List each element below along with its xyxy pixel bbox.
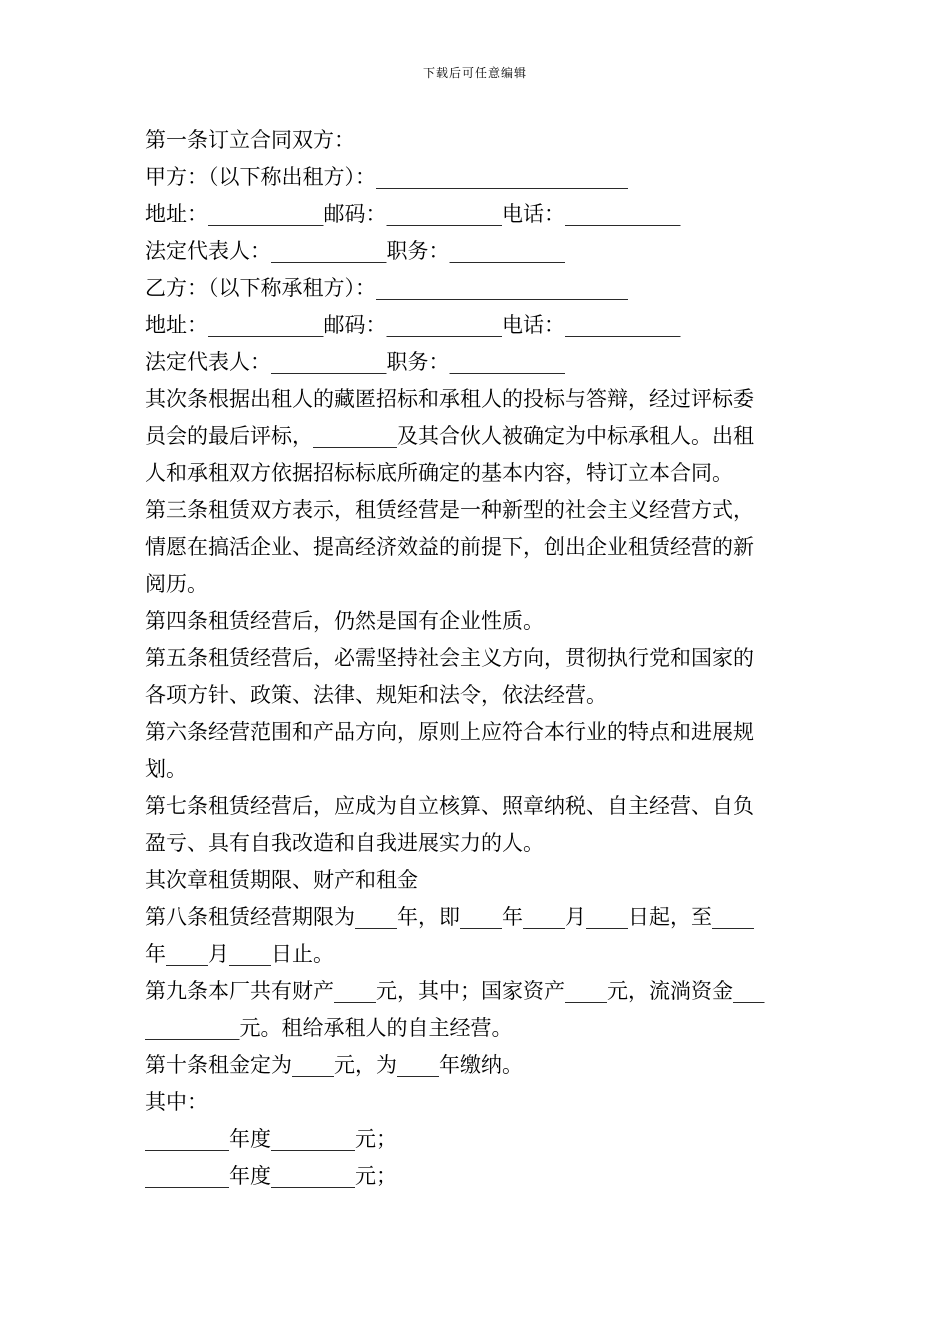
text-line: 法定代表人：___________职务：___________ (145, 350, 565, 374)
text-line: 其中： (145, 1090, 208, 1114)
text-line: 盈亏、具有自我改造和自我进展实力的人。 (145, 831, 544, 855)
text-line: 划。 (145, 757, 187, 781)
text-line: 年____月____日止。 (145, 942, 334, 966)
text-line: 第十条租金定为____元，为____年缴纳。 (145, 1053, 523, 1077)
text-line: 第五条租赁经营后，必需坚持社会主义方向，贯彻执行党和国家的 (145, 646, 754, 670)
text-line: 人和承租双方依据招标标底所确定的基本内容，特订立本合同。 (145, 461, 733, 485)
text-line: 第六条经营范围和产品方向，原则上应符合本行业的特点和进展规 (145, 720, 754, 744)
text-line: 其次条根据出租人的藏匿招标和承租人的投标与答辩，经过评标委 (145, 387, 754, 411)
text-line: ________年度________元； (145, 1164, 397, 1188)
text-line: 地址：___________邮码：___________电话：___________ (145, 202, 681, 226)
text-line: 甲方：（以下称出租方）：________________________ (145, 165, 628, 189)
text-line: 第一条订立合同双方： (145, 128, 355, 152)
text-line: 乙方：（以下称承租方）：________________________ (145, 276, 628, 300)
text-line: 员会的最后评标，________及其合伙人被确定为中标承租人。出租 (145, 424, 754, 448)
text-line: 第七条租赁经营后，应成为自立核算、照章纳税、自主经营、自负 (145, 794, 754, 818)
text-line: 第八条租赁经营期限为____年，即____年____月____日起，至____ (145, 905, 754, 929)
text-line: 第四条租赁经营后，仍然是国有企业性质。 (145, 609, 544, 633)
text-line: 地址：___________邮码：___________电话：___________ (145, 313, 681, 337)
text-line: 阅历。 (145, 572, 208, 596)
text-line: 第三条租赁双方表示，租赁经营是一种新型的社会主义经营方式， (145, 498, 754, 522)
text-line: 情愿在搞活企业、提高经济效益的前提下，创出企业租赁经营的新 (145, 535, 754, 559)
text-line: 第九条本厂共有财产____元，其中；国家资产____元，流淌资金___ (145, 979, 765, 1003)
page-header: 下载后可任意编辑 (422, 66, 527, 80)
text-line: 法定代表人：___________职务：___________ (145, 239, 565, 263)
text-line: _________元。租给承租人的自主经营。 (145, 1016, 513, 1040)
document-body (145, 122, 815, 1195)
text-line: 其次章租赁期限、财产和租金 (145, 868, 418, 892)
text-line: 各项方针、政策、法律、规矩和法令，依法经营。 (145, 683, 607, 707)
text-line: ________年度________元； (145, 1127, 397, 1151)
